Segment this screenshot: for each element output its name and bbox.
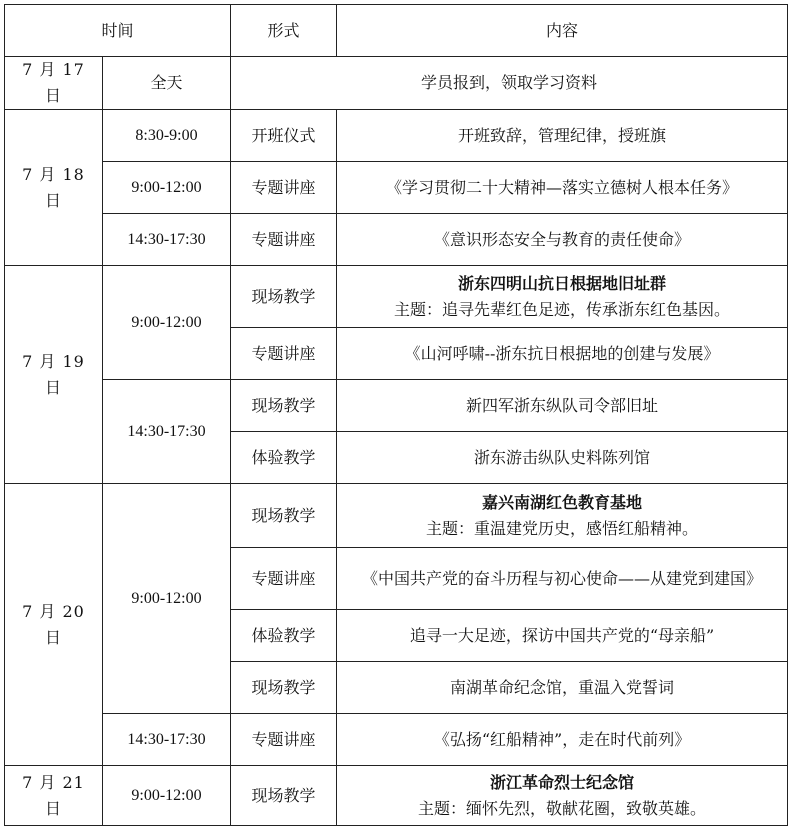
content-cell: 学员报到，领取学习资料 xyxy=(231,57,788,110)
time-cell: 9:00-12:00 xyxy=(103,484,231,714)
date-cell: 7 月 20 日 xyxy=(5,484,103,766)
content-cell: 《弘扬“红船精神”，走在时代前列》 xyxy=(337,714,788,766)
table-row xyxy=(5,57,788,110)
site-theme: 主题：重温建党历史，感悟红船精神。 xyxy=(426,518,699,538)
table-row xyxy=(5,266,788,328)
time-cell: 14:30-17:30 xyxy=(103,214,231,266)
header-time: 时间 xyxy=(5,5,231,57)
time-cell: 9:00-12:00 xyxy=(103,162,231,214)
form-cell: 现场教学 xyxy=(231,380,337,432)
time-cell: 8:30-9:00 xyxy=(103,110,231,162)
content-cell: 新四军浙东纵队司令部旧址 xyxy=(337,380,788,432)
content-cell: 开班致辞，管理纪律，授班旗 xyxy=(337,110,788,162)
content-cell: 《山河呼啸--浙东抗日根据地的创建与发展》 xyxy=(337,328,788,380)
date-cell: 7 月 17 日 xyxy=(5,57,103,110)
form-cell: 开班仪式 xyxy=(231,110,337,162)
time-cell: 9:00-12:00 xyxy=(103,766,231,826)
date-cell: 7 月 21 日 xyxy=(5,766,103,826)
form-cell: 现场教学 xyxy=(231,266,337,328)
content-cell: 《学习贯彻二十大精神—落实立德树人根本任务》 xyxy=(337,162,788,214)
table-row xyxy=(5,714,788,766)
form-cell: 专题讲座 xyxy=(231,714,337,766)
form-cell: 专题讲座 xyxy=(231,328,337,380)
content-cell xyxy=(337,484,788,548)
form-cell: 专题讲座 xyxy=(231,214,337,266)
table-row xyxy=(5,162,788,214)
form-cell: 现场教学 xyxy=(231,662,337,714)
form-cell: 专题讲座 xyxy=(231,548,337,610)
form-cell: 专题讲座 xyxy=(231,162,337,214)
header-content: 内容 xyxy=(337,5,788,57)
content-cell: 《意识形态安全与教育的责任使命》 xyxy=(337,214,788,266)
form-cell: 体验教学 xyxy=(231,610,337,662)
site-title: 嘉兴南湖红色教育基地 xyxy=(482,492,643,512)
schedule-table xyxy=(4,4,788,826)
site-theme: 主题：缅怀先烈，敬献花圈，致敬英雄。 xyxy=(418,798,707,818)
form-cell: 体验教学 xyxy=(231,432,337,484)
content-cell: 追寻一大足迹，探访中国共产党的“母亲船” xyxy=(337,610,788,662)
site-theme: 主题：追寻先辈红色足迹，传承浙东红色基因。 xyxy=(394,299,731,319)
time-cell: 全天 xyxy=(103,57,231,110)
site-title: 浙江革命烈士纪念馆 xyxy=(490,772,635,792)
content-cell: 南湖革命纪念馆，重温入党誓词 xyxy=(337,662,788,714)
table-row xyxy=(5,380,788,432)
time-cell: 14:30-17:30 xyxy=(103,380,231,484)
content-cell: 《中国共产党的奋斗历程与初心使命——从建党到建国》 xyxy=(337,548,788,610)
table-row xyxy=(5,110,788,162)
table-row xyxy=(5,484,788,548)
time-cell: 9:00-12:00 xyxy=(103,266,231,380)
table-row xyxy=(5,766,788,826)
date-cell: 7 月 19 日 xyxy=(5,266,103,484)
content-cell xyxy=(337,266,788,328)
date-cell: 7 月 18 日 xyxy=(5,110,103,266)
site-title: 浙东四明山抗日根据地旧址群 xyxy=(458,273,667,293)
header-form: 形式 xyxy=(231,5,337,57)
content-cell: 浙东游击纵队史料陈列馆 xyxy=(337,432,788,484)
form-cell: 现场教学 xyxy=(231,484,337,548)
form-cell: 现场教学 xyxy=(231,766,337,826)
content-cell xyxy=(337,766,788,826)
table-row xyxy=(5,214,788,266)
header-row xyxy=(5,5,788,57)
time-cell: 14:30-17:30 xyxy=(103,714,231,766)
